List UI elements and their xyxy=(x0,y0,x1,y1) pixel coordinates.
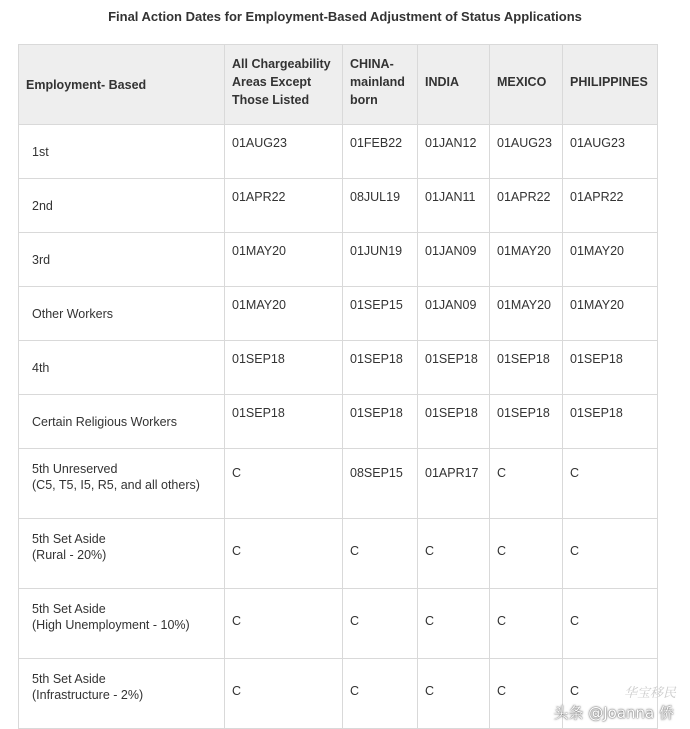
table-row xyxy=(19,341,658,395)
cell-china: 08SEP15 xyxy=(343,449,418,519)
cell-china: C xyxy=(343,659,418,729)
cell-india: 01JAN12 xyxy=(418,125,490,179)
cell-mexico: 01SEP18 xyxy=(490,341,563,395)
cell-philippines: 01MAY20 xyxy=(563,233,658,287)
cell-china: 01JUN19 xyxy=(343,233,418,287)
row-category-main: 5th Unreserved xyxy=(32,462,118,476)
cell-philippines: 01AUG23 xyxy=(563,125,658,179)
cell-philippines: 01APR22 xyxy=(563,179,658,233)
cell-china: C xyxy=(343,589,418,659)
table-row xyxy=(19,449,658,519)
row-category-main: 5th Set Aside xyxy=(32,602,106,616)
header-line: born xyxy=(350,93,378,107)
cell-philippines: 01SEP18 xyxy=(563,341,658,395)
cell-mexico: C xyxy=(490,449,563,519)
table-row xyxy=(19,519,658,589)
row-category: 4th xyxy=(19,341,225,395)
cell-india: 01JAN09 xyxy=(418,287,490,341)
cell-india: C xyxy=(418,659,490,729)
visa-bulletin-table xyxy=(18,44,658,729)
column-header-mexico: MEXICO xyxy=(490,45,563,125)
cell-all: 01MAY20 xyxy=(225,233,343,287)
cell-philippines: C xyxy=(563,589,658,659)
row-category: 1st xyxy=(19,125,225,179)
header-line: Areas Except xyxy=(232,75,312,89)
cell-all: 01MAY20 xyxy=(225,287,343,341)
cell-mexico: 01MAY20 xyxy=(490,233,563,287)
header-line: CHINA- xyxy=(350,57,394,71)
row-category-sub: (High Unemployment - 10%) xyxy=(32,618,190,632)
column-header-china xyxy=(343,45,418,125)
cell-all: 01AUG23 xyxy=(225,125,343,179)
row-category: Other Workers xyxy=(19,287,225,341)
cell-india: 01JAN11 xyxy=(418,179,490,233)
cell-all: 01SEP18 xyxy=(225,395,343,449)
cell-china: 01SEP18 xyxy=(343,341,418,395)
cell-mexico: 01MAY20 xyxy=(490,287,563,341)
cell-all: C xyxy=(225,519,343,589)
row-category xyxy=(19,519,225,589)
cell-all: 01SEP18 xyxy=(225,341,343,395)
row-category xyxy=(19,449,225,519)
cell-philippines: C xyxy=(563,449,658,519)
cell-mexico: 01SEP18 xyxy=(490,395,563,449)
cell-philippines: 01MAY20 xyxy=(563,287,658,341)
header-line: mainland xyxy=(350,75,405,89)
cell-india: C xyxy=(418,519,490,589)
table-title: Final Action Dates for Employment-Based Adjustment of Status Applications xyxy=(108,9,582,24)
table-header-row xyxy=(19,45,658,125)
row-category xyxy=(19,659,225,729)
cell-china: 08JUL19 xyxy=(343,179,418,233)
cell-philippines: C xyxy=(563,519,658,589)
row-category xyxy=(19,589,225,659)
cell-philippines: 01SEP18 xyxy=(563,395,658,449)
cell-china: 01SEP18 xyxy=(343,395,418,449)
cell-all: C xyxy=(225,449,343,519)
row-category-sub: (Rural - 20%) xyxy=(32,548,107,562)
row-category-sub: (C5, T5, I5, R5, and all others) xyxy=(32,478,200,492)
watermark-logo: 华宝移民 xyxy=(623,686,676,701)
cell-mexico: C xyxy=(490,589,563,659)
cell-all: C xyxy=(225,589,343,659)
cell-india: 01APR17 xyxy=(418,449,490,519)
column-header-all-chargeability xyxy=(225,45,343,125)
cell-philippines: C xyxy=(563,659,658,729)
cell-india: C xyxy=(418,589,490,659)
column-header-india: INDIA xyxy=(418,45,490,125)
table-row xyxy=(19,125,658,179)
cell-india: 01SEP18 xyxy=(418,395,490,449)
cell-mexico: C xyxy=(490,519,563,589)
cell-mexico: C xyxy=(490,659,563,729)
row-category-sub: (Infrastructure - 2%) xyxy=(32,688,144,702)
table-row xyxy=(19,589,658,659)
cell-china: 01FEB22 xyxy=(343,125,418,179)
row-category: Certain Religious Workers xyxy=(19,395,225,449)
table-row xyxy=(19,179,658,233)
cell-india: 01SEP18 xyxy=(418,341,490,395)
row-category: 3rd xyxy=(19,233,225,287)
row-category: 2nd xyxy=(19,179,225,233)
cell-all: 01APR22 xyxy=(225,179,343,233)
table-row xyxy=(19,287,658,341)
cell-china: C xyxy=(343,519,418,589)
cell-mexico: 01AUG23 xyxy=(490,125,563,179)
cell-india: 01JAN09 xyxy=(418,233,490,287)
table-row xyxy=(19,395,658,449)
column-header-category: Employment- Based xyxy=(19,45,225,125)
header-line: Those Listed xyxy=(232,93,310,107)
column-header-philippines: PHILIPPINES xyxy=(563,45,658,125)
row-category-main: 5th Set Aside xyxy=(32,672,106,686)
header-line: All Chargeability xyxy=(232,57,331,71)
cell-china: 01SEP15 xyxy=(343,287,418,341)
cell-all: C xyxy=(225,659,343,729)
row-category-main: 5th Set Aside xyxy=(32,532,106,546)
table-row xyxy=(19,233,658,287)
cell-mexico: 01APR22 xyxy=(490,179,563,233)
watermark-text: 头条 @Joanna 侨 xyxy=(553,704,674,722)
